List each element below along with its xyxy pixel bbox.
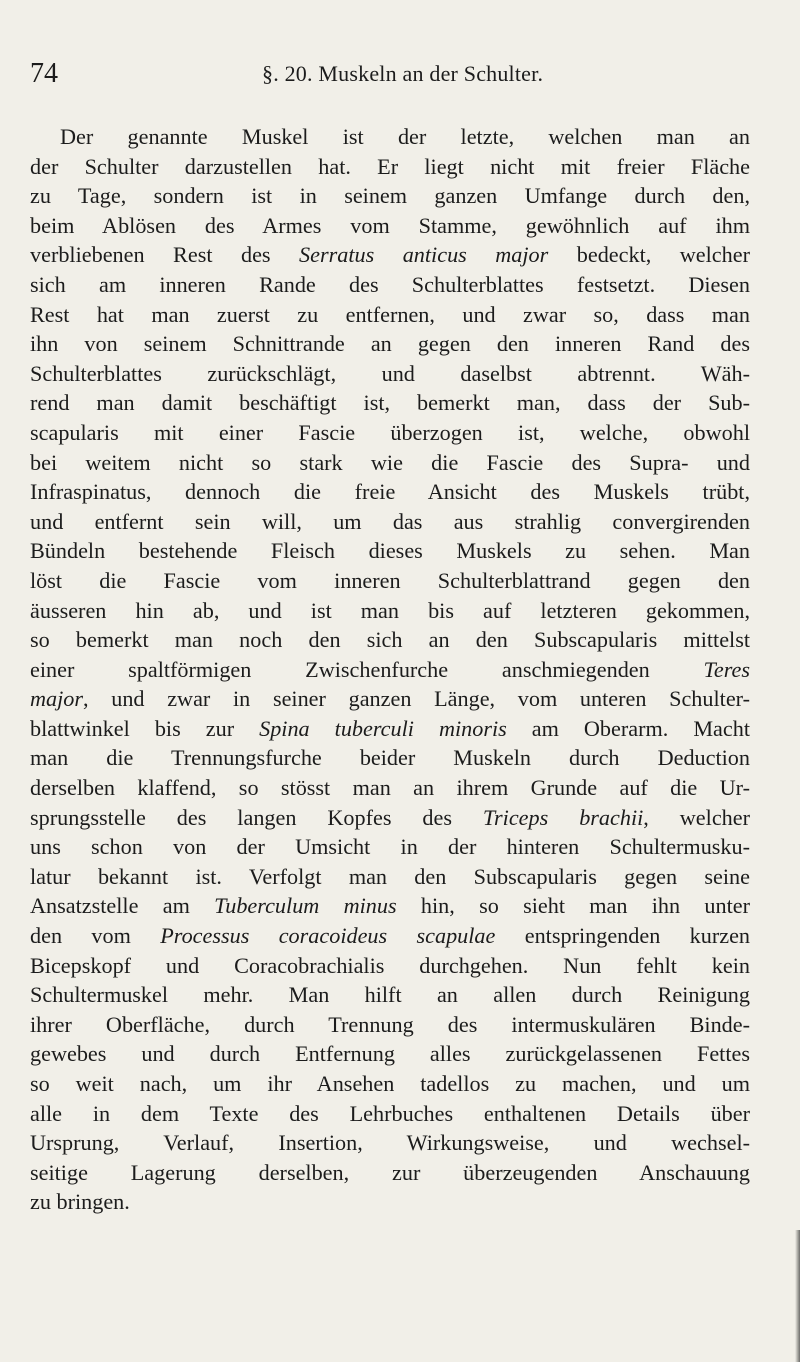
text-run: latur bekannt ist. Verfolgt man den Subscapularis gegen seine: [30, 863, 750, 889]
text-run: Schultermuskel mehr. Man hilft an allen durch Reinigung: [30, 982, 750, 1008]
text-run: entspringenden kurzen: [495, 923, 751, 949]
text-line: [30, 684, 750, 714]
text-line: [30, 1010, 750, 1040]
text-line: [30, 1187, 750, 1217]
text-run: einer spaltförmigen Zwischenfurche anschmiegenden: [30, 656, 704, 682]
text-line: [30, 832, 750, 862]
text-line: [30, 152, 750, 182]
text-line: [30, 507, 750, 537]
italic-term: Triceps brachii: [482, 804, 644, 830]
text-run: , und zwar in seiner ganzen Länge, vom unteren Schulter-: [83, 686, 750, 712]
text-run: Rest hat man zuerst zu entfernen, und zwar so, dass man: [30, 301, 750, 327]
text-line: [30, 122, 750, 152]
text-run: und entfernt sein will, um das aus strahlig convergirenden: [30, 508, 750, 534]
page-number: 74: [30, 58, 58, 89]
text-line: [30, 655, 750, 685]
text-run: zu bringen.: [30, 1189, 130, 1215]
body-text: [30, 122, 750, 1217]
text-run: blattwinkel bis zur: [30, 715, 260, 741]
text-run: sprungsstelle des langen Kopfes des: [30, 804, 483, 830]
text-run: bei weitem nicht so stark wie die Fascie des Supra- und: [30, 449, 750, 475]
text-run: rend man damit beschäftigt ist, bemerkt man, dass der Sub-: [30, 390, 750, 416]
text-run: Ursprung, Verlauf, Insertion, Wirkungsweise, und wechsel-: [30, 1130, 750, 1156]
text-line: [30, 418, 750, 448]
text-run: der Schulter darzustellen hat. Er liegt nicht mit freier Fläche: [30, 153, 750, 179]
text-run: seitige Lagerung derselben, zur überzeugenden Anschauung: [30, 1159, 750, 1185]
italic-term: Tuberculum minus: [214, 893, 397, 919]
text-line: [30, 951, 750, 981]
text-line: [30, 1069, 750, 1099]
text-run: Schulterblattes zurückschlägt, und daselbst abtrennt. Wäh-: [30, 360, 750, 386]
text-run: verbliebenen Rest des: [30, 242, 300, 268]
text-run: zu Tage, sondern ist in seinem ganzen Umfange durch den,: [30, 183, 750, 209]
text-line: [30, 980, 750, 1010]
text-line: [30, 359, 750, 389]
text-line: [30, 921, 750, 951]
italic-term: Spina tuberculi minoris: [259, 715, 507, 741]
text-run: hin, so sieht man ihn unter: [396, 893, 750, 919]
text-line: [30, 566, 750, 596]
text-run: scapularis mit einer Fascie überzogen ist, welche, obwohl: [30, 419, 750, 445]
text-run: beim Ablösen des Armes vom Stamme, gewöhnlich auf ihm: [30, 212, 750, 238]
text-run: gewebes und durch Entfernung alles zurückgelassenen Fettes: [30, 1041, 750, 1067]
italic-term: Processus coracoideus scapulae: [160, 923, 496, 949]
text-run: Infraspinatus, dennoch die freie Ansicht des Muskels trübt,: [30, 479, 750, 505]
text-line: [30, 803, 750, 833]
text-run: man die Trennungsfurche beider Muskeln durch Deduction: [30, 745, 750, 771]
text-line: [30, 773, 750, 803]
text-run: sich am inneren Rande des Schulterblattes festsetzt. Diesen: [30, 271, 750, 297]
text-line: [30, 625, 750, 655]
text-run: uns schon von der Umsicht in der hinteren Schultermusku-: [30, 834, 750, 860]
text-line: [30, 211, 750, 241]
text-run: so bemerkt man noch den sich an den Subscapularis mittelst: [30, 627, 750, 653]
page-edge-shadow: [795, 1230, 800, 1362]
text-line: [30, 448, 750, 478]
text-line: [30, 240, 750, 270]
text-run: am Oberarm. Macht: [506, 715, 750, 741]
text-run: ihn von seinem Schnittrande an gegen den inneren Rand des: [30, 331, 750, 357]
text-run: löst die Fascie vom inneren Schulterblattrand gegen den: [30, 567, 750, 593]
section-title: §. 20. Muskeln an der Schulter.: [262, 61, 544, 86]
text-line: [30, 329, 750, 359]
italic-term: Serratus anticus major: [299, 242, 549, 268]
italic-term: Teres: [703, 656, 750, 682]
text-run: den vom: [30, 923, 161, 949]
text-line: [30, 891, 750, 921]
text-line: [30, 1158, 750, 1188]
text-line: [30, 388, 750, 418]
text-line: [30, 536, 750, 566]
text-run: äusseren hin ab, und ist man bis auf letzteren gekommen,: [30, 597, 750, 623]
text-line: [30, 477, 750, 507]
text-line: [30, 596, 750, 626]
text-run: Ansatzstelle am: [30, 893, 215, 919]
text-line: [30, 743, 750, 773]
italic-term: major: [30, 686, 84, 712]
text-line: [30, 1128, 750, 1158]
text-run: derselben klaffend, so stösst man an ihrem Grunde auf die Ur-: [30, 775, 750, 801]
text-line: [30, 714, 750, 744]
text-run: Bündeln bestehende Fleisch dieses Muskels zu sehen. Man: [30, 538, 750, 564]
text-run: bedeckt, welcher: [548, 242, 750, 268]
text-run: alle in dem Texte des Lehrbuches enthaltenen Details über: [30, 1100, 750, 1126]
running-head: [30, 56, 760, 92]
text-run: so weit nach, um ihr Ansehen tadellos zu machen, und um: [30, 1071, 750, 1096]
text-line: [30, 1039, 750, 1069]
text-line: [30, 300, 750, 330]
text-line: [30, 270, 750, 300]
text-line: [30, 181, 750, 211]
text-run: ihrer Oberfläche, durch Trennung des intermuskulären Binde-: [30, 1011, 750, 1037]
text-run: Der genannte Muskel ist der letzte, welchen man an: [60, 124, 750, 149]
text-line: [30, 862, 750, 892]
text-line: [30, 1099, 750, 1129]
text-run: Bicepskopf und Coracobrachialis durchgehen. Nun fehlt kein: [30, 952, 750, 978]
text-run: , welcher: [643, 804, 750, 830]
